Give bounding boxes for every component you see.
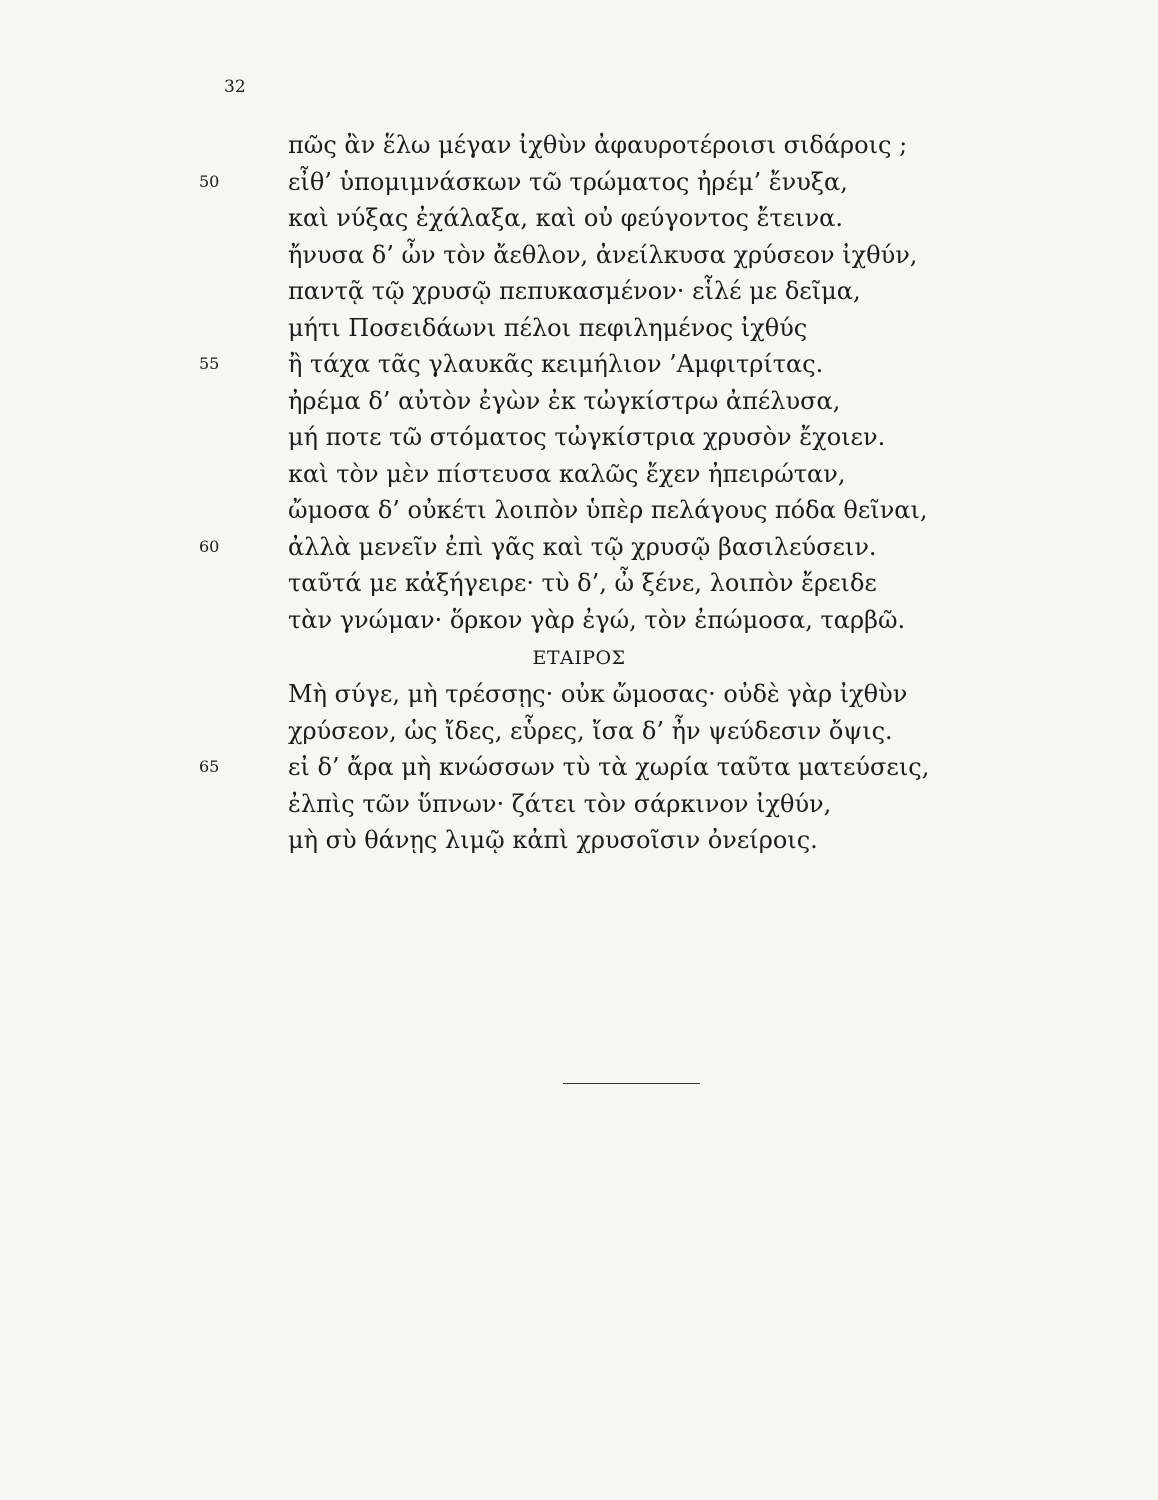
line-number: 65 (199, 757, 220, 776)
verse-line (0, 420, 1158, 457)
verse-text: ἤνυσα δ’ ὦν τὸν ἄεθλον, ἀνείλκυσα χρύσεον ἰχθύν, (288, 240, 918, 269)
poem-section-2 (0, 677, 1158, 860)
poem-text (0, 128, 1158, 860)
verse-text: μὴ σὺ θάνῃς λιμῷ κἀπὶ χρυσοῖσιν ὀνείροις. (288, 826, 818, 854)
verse-line (0, 787, 1158, 824)
verse-line (0, 823, 1158, 860)
verse-text: μή ποτε τῶ στόματος τὠγκίστρια χρυσὸν ἔχοιεν. (288, 423, 886, 451)
verse-line (0, 274, 1158, 311)
verse-text: τὰν γνώμαν· ὅρκον γὰρ ἐγώ, τὸν ἐπώμοσα, ταρβῶ. (288, 605, 906, 634)
verse-text: Μὴ σύγε, μὴ τρέσσῃς· οὐκ ὤμοσας· οὐδὲ γὰρ ἰχθὺν (288, 680, 908, 708)
verse-text: χρύσεον, ὡς ἴδες, εὗρες, ἴσα δ’ ἦν ψεύδεσιν ὄψις. (288, 716, 893, 745)
verse-line (0, 311, 1158, 348)
speaker-heading-line (0, 639, 1158, 677)
page-number: 32 (224, 77, 246, 97)
verse-text: παντᾷ τῷ χρυσῷ πεπυκασμένον· εἷλέ με δεῖμα, (288, 277, 861, 305)
verse-line (0, 750, 1158, 787)
line-number: 50 (199, 171, 220, 191)
verse-line (0, 238, 1158, 275)
verse-line (0, 347, 1158, 384)
verse-text: καὶ νύξας ἐχάλαξα, καὶ οὐ φεύγοντος ἔτεινα. (288, 204, 843, 232)
verse-line (0, 457, 1158, 494)
verse-line (0, 128, 1158, 165)
verse-line (0, 677, 1158, 714)
verse-text: ἐλπὶς τῶν ὕπνων· ζάτει τὸν σάρκινον ἰχθύν, (288, 789, 832, 818)
verse-text: ἠρέμα δ’ αὐτὸν ἐγὼν ἐκ τὠγκίστρω ἀπέλυσα, (288, 386, 841, 415)
verse-line (0, 530, 1158, 567)
verse-text: ἢ τάχα τᾶς γλαυκᾶς κειμήλιον ’Αμφιτρίτας. (288, 350, 824, 378)
line-number: 55 (199, 354, 220, 373)
verse-line (0, 714, 1158, 751)
poem-section-1 (0, 128, 1158, 639)
verse-text: ἀλλὰ μενεῖν ἐπὶ γᾶς καὶ τῷ χρυσῷ βασιλεύσειν. (288, 532, 877, 561)
verse-text: πῶς ἂν ἕλω μέγαν ἰχθὺν ἀφαυροτέροισι σιδάροις ; (288, 131, 908, 159)
verse-line (0, 603, 1158, 640)
verse-line (0, 493, 1158, 530)
verse-text: μήτι Ποσειδάωνι πέλοι πεφιλημένος ἰχθύς (288, 313, 808, 342)
verse-text: εἶθ’ ὑπομιμνάσκων τῶ τρώματος ἠρέμ’ ἔνυξα, (288, 167, 848, 196)
verse-text: ὤμοσα δ’ οὐκέτι λοιπὸν ὑπὲρ πελάγους πόδα θεῖναι, (288, 496, 928, 524)
verse-line (0, 201, 1158, 238)
verse-line (0, 566, 1158, 603)
line-number: 60 (199, 536, 220, 556)
speaker-heading: ΕΤΑΙΡΟΣ (532, 647, 626, 669)
verse-text: ταῦτά με κἀξήγειρε· τὺ δ’, ὦ ξένε, λοιπὸν ἔρειδε (288, 569, 877, 597)
verse-text: καὶ τὸν μὲν πίστευσα καλῶς ἔχεν ἠπειρώταν, (288, 459, 846, 488)
verse-line (0, 384, 1158, 421)
verse-line (0, 165, 1158, 202)
verse-text: εἰ δ’ ἄρα μὴ κνώσσων τὺ τὰ χωρία ταῦτα ματεύσεις, (288, 753, 930, 781)
closing-rule (563, 1083, 700, 1084)
